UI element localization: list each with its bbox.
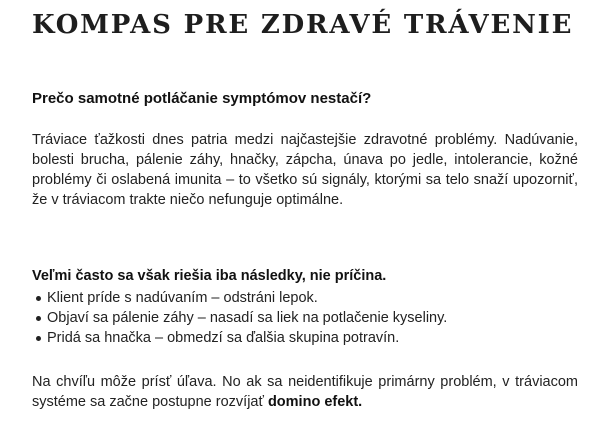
list-item: Objaví sa pálenie záhy – nasadí sa liek na potlačenie kyseliny. — [32, 308, 447, 328]
list-item: Pridá sa hnačka – obmedzí sa ďalšia skupina potravín. — [32, 328, 447, 348]
bullet-list — [32, 288, 447, 348]
domino-effect-emphasis: domino efekt. — [267, 394, 363, 410]
closing-paragraph — [32, 372, 578, 412]
list-item: Klient príde s nadúvaním – odstráni lepok. — [32, 288, 447, 308]
section-subheading: Prečo samotné potláčanie symptómov nestačí? — [32, 90, 372, 107]
lead-statement: Veľmi často sa však riešia iba následky, nie príčina. — [32, 268, 387, 284]
intro-paragraph: Tráviace ťažkosti dnes patria medzi najčastejšie zdravotné problémy. Nadúvanie, bolesti brucha, pálenie záhy, hnačky, zápcha, únava po jedle, intolerancie, kožné problémy či oslabená imunita – to všetko sú signály, ktorými sa telo snaží upozorniť, že v tráviacom trakte niečo nefunguje optimálne. — [32, 132, 578, 208]
page-title: KOMPAS PRE ZDRAVÉ TRÁVENIE — [32, 10, 574, 40]
closing-paragraph-text: Na chvíľu môže prísť úľava. No ak sa neidentifikuje primárny problém, v tráviacom systéme sa začne postupne rozvíjať — [32, 374, 578, 410]
